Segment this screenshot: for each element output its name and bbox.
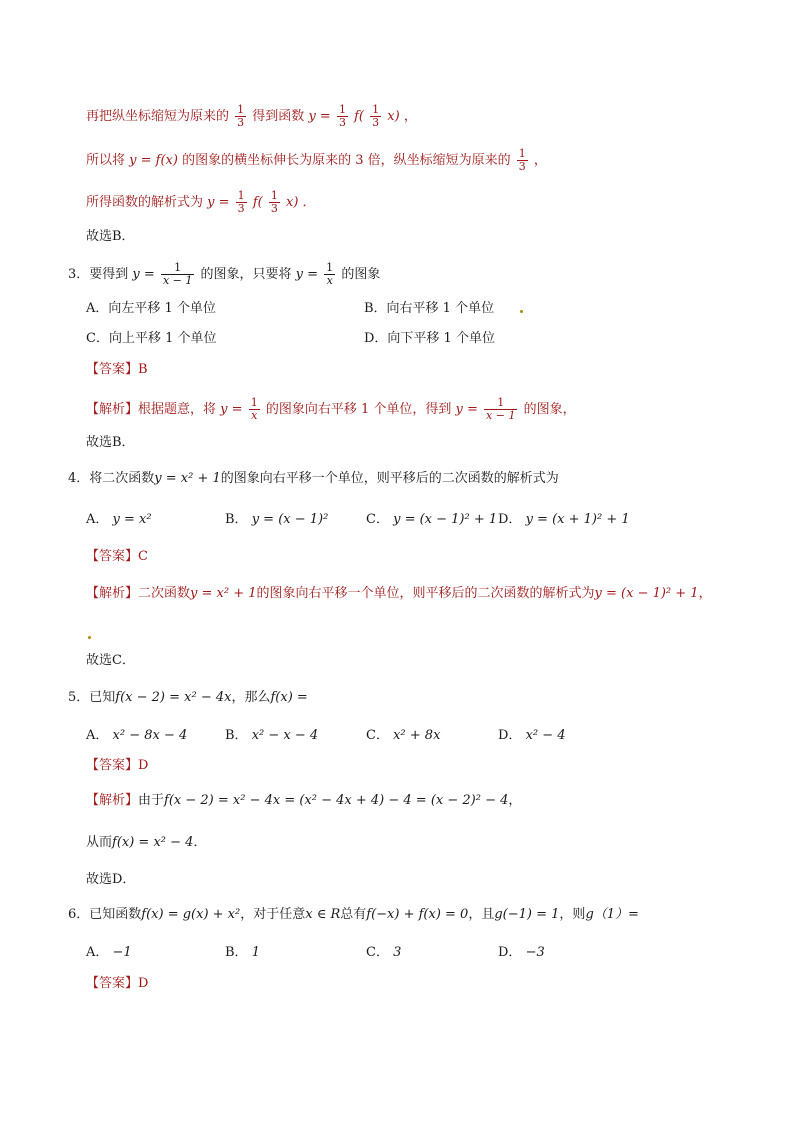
prev-expl-line-3 (86, 190, 316, 215)
text: 二次函数 (138, 586, 191, 601)
text: 的图象，只要将 (200, 267, 292, 282)
text: 所以将 (86, 153, 126, 168)
text: 故选C． (86, 653, 135, 668)
fraction: $\frac{1}{x - 1}$ (162, 261, 193, 287)
text: 5．已知 (68, 690, 116, 705)
q3-choice (86, 434, 135, 452)
math: y = x² + 1 (154, 471, 221, 486)
math: f(x) = (270, 690, 308, 705)
text: 所得函数的解析式为 (86, 195, 204, 210)
text: 由于 (138, 793, 165, 808)
q3-option-b[interactable]: B．向右平移 1 个单位 (364, 301, 495, 316)
q4-option-a[interactable]: A． y = x² (86, 512, 152, 527)
fraction: $\frac{1}{3}$ (372, 103, 380, 129)
q4-answer (86, 548, 148, 566)
fraction: $\frac{1}{3}$ (237, 189, 245, 215)
text: 故选B． (86, 229, 135, 244)
text: ， (508, 793, 522, 808)
q6-option-a[interactable]: A． −1 (86, 945, 132, 960)
text: 的图象 (341, 267, 381, 282)
text: 再把纵坐标缩短为原来的 (86, 109, 230, 124)
math: g(−1) = 1 (494, 907, 560, 922)
text: 的图象向右平移一个单位，则平移后的二次函数的解析式为 (256, 586, 595, 601)
q3-answer (86, 361, 148, 379)
answer-tag: 【答案】 (86, 976, 139, 991)
text: ，且 (468, 907, 495, 922)
q5-stem (68, 689, 308, 707)
text: 的图象向右平移 1 个单位，得到 (265, 402, 452, 417)
answer-value: D (138, 758, 149, 773)
math: y = f(x) (129, 153, 178, 168)
text: ． (193, 835, 207, 850)
math: y = (295, 267, 323, 282)
text: 的图象， (523, 402, 576, 417)
text: ， (533, 153, 547, 168)
math: y = x² + 1 (190, 586, 257, 601)
stray-dot (520, 310, 523, 313)
q3-option-d[interactable]: D．向下平移 1 个单位 (364, 331, 495, 346)
q5-option-a[interactable]: A． x² − 8x − 4 (86, 728, 188, 743)
math: f(x) = x² − 4 (112, 835, 194, 850)
q4-choice (86, 652, 135, 670)
text: 故选B． (86, 435, 135, 450)
q4-explanation (86, 585, 712, 603)
q5-option-b[interactable]: B． x² − x − 4 (225, 728, 319, 743)
fraction: $\frac{1}{3}$ (518, 147, 526, 173)
answer-tag: 【答案】 (86, 549, 139, 564)
fraction: $\frac{1}{3}$ (338, 103, 346, 129)
answer-tag: 【答案】 (86, 758, 139, 773)
prev-choice (86, 228, 135, 246)
stray-dot (88, 636, 91, 639)
math: x) (387, 109, 400, 124)
answer-value: C (138, 549, 148, 564)
math: y = (207, 195, 234, 210)
math: f(x − 2) = x² − 4x (115, 690, 232, 705)
math: f(x − 2) = x² − 4x = (x² − 4x + 4) − 4 = (x − 2)² − 4 (164, 793, 509, 808)
text: ， (403, 109, 417, 124)
text: 4．将二次函数 (68, 471, 155, 486)
fraction: $\frac{1}{x}$ (326, 261, 334, 287)
answer-tag: 【答案】 (86, 362, 139, 377)
text: 总有 (340, 907, 367, 922)
fraction: $\frac{1}{3}$ (237, 103, 245, 129)
q3-explanation (86, 397, 576, 422)
math: g（1）= (585, 907, 639, 922)
explanation-tag: 【解析】 (86, 793, 139, 808)
q5-choice (86, 871, 135, 889)
text: 的图象的横坐标伸长为原来的 3 倍，纵坐标缩短为原来的 (182, 153, 511, 168)
q6-option-d[interactable]: D． −3 (498, 945, 545, 960)
math: f( (252, 195, 263, 210)
text: 3．要得到 (68, 267, 129, 282)
q4-option-b[interactable]: B． y = (x − 1)² (225, 512, 329, 527)
q4-stem (68, 470, 559, 488)
math: f( (354, 109, 364, 124)
q6-stem (68, 906, 639, 924)
math: y = (220, 402, 247, 417)
q3-option-a[interactable]: A．向左平移 1 个单位 (86, 301, 216, 316)
text: 的图象向右平移一个单位，则平移后的二次函数的解析式为 (220, 471, 559, 486)
math: y = (308, 109, 335, 124)
q6-answer (86, 975, 148, 993)
q5-explanation (86, 792, 521, 810)
q4-option-d[interactable]: D． y = (x + 1)² + 1 (498, 512, 630, 527)
text: ，对于任意 (240, 907, 306, 922)
math: y = (x − 1)² + 1 (594, 586, 699, 601)
q4-option-c[interactable]: C． y = (x − 1)² + 1 (366, 512, 498, 527)
q5-option-d[interactable]: D． x² − 4 (498, 728, 566, 743)
math: y = (132, 267, 159, 282)
q5-option-c[interactable]: C． x² + 8x (366, 728, 441, 743)
fraction: $\frac{1}{x}$ (250, 396, 258, 422)
q5-conclusion (86, 834, 206, 852)
prev-expl-line-2 (86, 148, 547, 173)
q3-option-c[interactable]: C．向上平移 1 个单位 (86, 331, 217, 346)
prev-expl-line-1 (86, 104, 417, 129)
text: 从而 (86, 835, 113, 850)
fraction: $\frac{1}{x - 1}$ (486, 396, 516, 422)
q6-option-b[interactable]: B． 1 (225, 945, 260, 960)
q6-option-c[interactable]: C． 3 (366, 945, 402, 960)
math: x ∈ R (305, 907, 341, 922)
fraction: $\frac{1}{3}$ (270, 189, 278, 215)
text: ， (698, 586, 712, 601)
math: f(x) = g(x) + x² (141, 907, 241, 922)
q3-stem (68, 262, 380, 287)
explanation-tag: 【解析】 (86, 402, 139, 417)
answer-value: D (138, 976, 149, 991)
text: ，那么 (231, 690, 271, 705)
text: 故选D． (86, 872, 136, 887)
q5-answer (86, 757, 148, 775)
text: ，则 (559, 907, 586, 922)
text: 根据题意，将 (138, 402, 217, 417)
text: 6．已知函数 (68, 907, 142, 922)
math: y = (455, 402, 483, 417)
text: ． (302, 195, 316, 210)
math: f(−x) + f(x) = 0 (366, 907, 469, 922)
math: x) (285, 195, 299, 210)
explanation-tag: 【解析】 (86, 586, 139, 601)
text: 得到函数 (252, 109, 305, 124)
answer-value: B (138, 362, 148, 377)
